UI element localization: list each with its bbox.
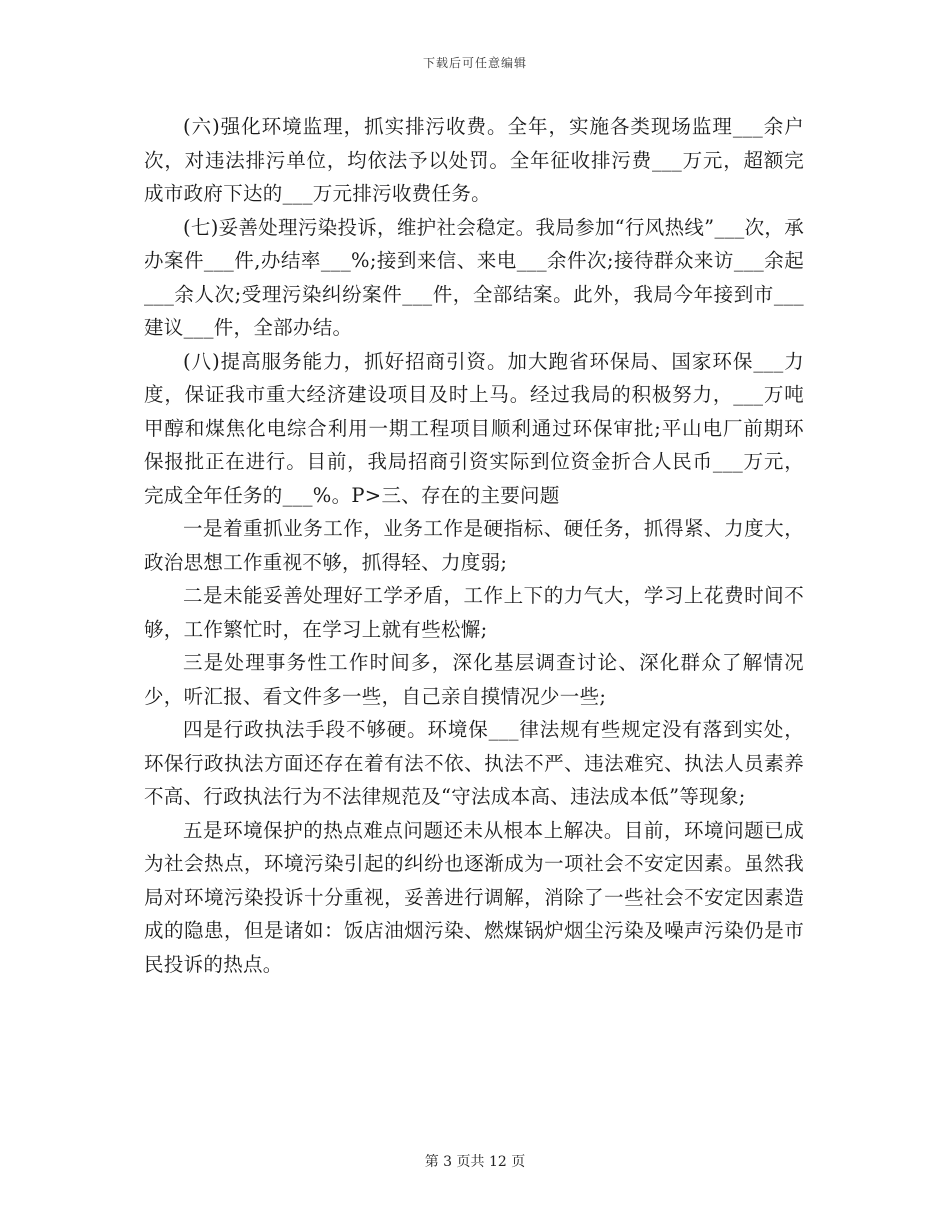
paragraph-problem-one: 一是着重抓业务工作，业务工作是硬指标、硬任务，抓得紧、力度大，政治思想工作重视不够，抓得轻、力度弱;: [144, 517, 804, 574]
document-body: [144, 110, 804, 981]
paragraph-pollution-complaints: (七)妥善处理污染投诉，维护社会稳定。我局参加“行风热线”___次，承办案件___件,办结率___%;接到来信、来电___余件次;接待群众来访___余起___余人次;受理污染纠纷案件___件，全部结案。此外，我局今年接到市___建议___件，全部办结。: [144, 215, 804, 339]
paragraph-problem-three: 三是处理事务性工作时间多，深化基层调查讨论、深化群众了解情况少，听汇报、看文件多一些，自己亲自摸情况少一些;: [144, 651, 804, 708]
page-header-note: 下载后可任意编辑: [422, 56, 527, 70]
page-number: 第 3 页共 12 页: [424, 1154, 526, 1170]
paragraph-environment-supervision: (六)强化环境监理，抓实排污收费。全年，实施各类现场监理___余户次，对违法排污单位，均依法予以处罚。全年征收排污费___万元，超额完成市政府下达的___万元排污收费任务。: [144, 115, 804, 205]
paragraph-problem-four: 四是行政执法手段不够硬。环境保___律法规有些规定没有落到实处，环保行政执法方面还存在着有法不依、执法不严、违法难究、执法人员素养不高、行政执法行为不法律规范及“守法成本高、违法成本低”等现象;: [144, 718, 804, 808]
paragraph-problem-two: 二是未能妥善处理好工学矛盾，工作上下的力气大，学习上花费时间不够，工作繁忙时，在学习上就有些松懈;: [144, 584, 804, 641]
paragraph-service-investment: (八)提高服务能力，抓好招商引资。加大跑省环保局、国家环保___力度，保证我市重大经济建设项目及时上马。经过我局的积极努力，___万吨甲醇和煤焦化电综合利用一期工程项目顺利通过环保审批;平山电厂前期环保报批正在进行。目前，我局招商引资实际到位资金折合人民币___万元，完成全年任务的___%。P>三、存在的主要问题: [144, 349, 804, 507]
paragraph-problem-five: 五是环境保护的热点难点问题还未从根本上解决。目前，环境问题已成为社会热点，环境污染引起的纠纷也逐渐成为一项社会不安定因素。虽然我局对环境污染投诉十分重视，妥善进行调解，消除了一些社会不安定因素造成的隐患，但是诸如：饭店油烟污染、燃煤锅炉烟尘污染及噪声污染仍是市民投诉的热点。: [144, 818, 804, 976]
